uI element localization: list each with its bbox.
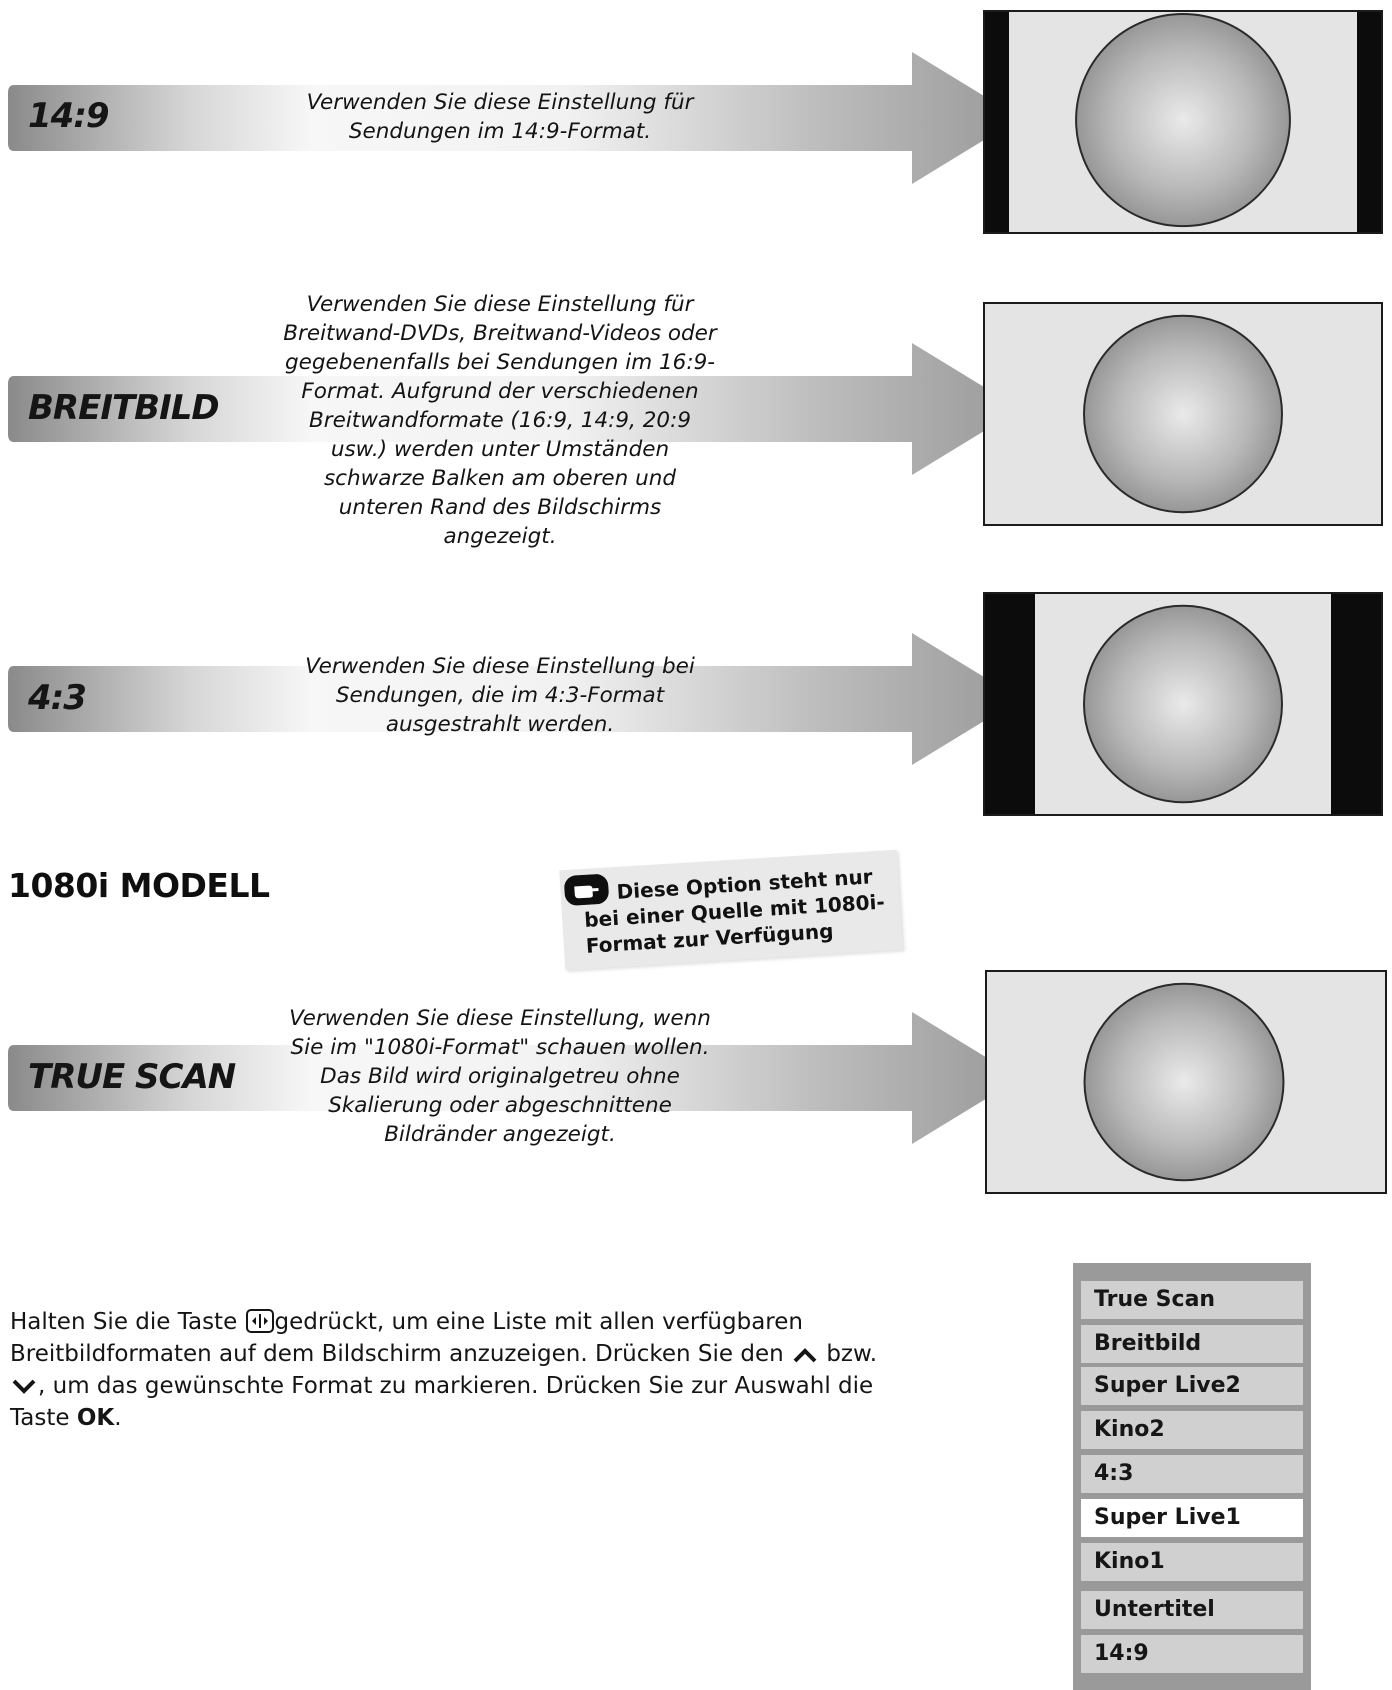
format-row-4-3: [0, 580, 1392, 810]
instruction-text: bzw.: [819, 1341, 878, 1367]
note-text: Diese Option steht nur bei einer Quelle mit 1080i-Format zur Verfügung: [583, 864, 886, 958]
test-ball-icon: [987, 972, 1385, 1192]
screen-preview-4-3: [983, 592, 1383, 816]
screen-preview-breitbild: [983, 302, 1383, 526]
instruction-paragraph: [10, 1306, 910, 1434]
note-box: [559, 850, 902, 970]
menu-item-kino2[interactable]: Kino2: [1081, 1411, 1303, 1449]
test-ball-icon: [985, 594, 1381, 814]
format-label: BREITBILD: [28, 388, 219, 428]
instruction-text: .: [114, 1405, 122, 1431]
format-menu: [1073, 1263, 1311, 1690]
section-heading: 1080i MODELL: [8, 866, 270, 905]
caret-up-icon: [793, 1347, 817, 1363]
format-description: Verwenden Sie diese Einstellung bei Sendungen, die im 4:3-Format ausgestrahlt werden.: [305, 654, 695, 737]
format-row-true-scan: [0, 958, 1392, 1188]
format-label: 4:3: [28, 678, 86, 718]
menu-item-4-3[interactable]: 4:3: [1081, 1455, 1303, 1493]
aspect-ratio-key-icon: [246, 1309, 274, 1333]
format-row-breitbild: [0, 290, 1392, 549]
ok-key-label: OK: [76, 1405, 115, 1431]
instruction-text: Halten Sie die Taste: [10, 1309, 245, 1335]
format-label: 14:9: [28, 96, 109, 136]
format-description: Verwenden Sie diese Einstellung für Sendungen im 14:9-Format.: [306, 90, 694, 144]
menu-item-super-live1[interactable]: Super Live1: [1081, 1499, 1303, 1537]
format-row-14-9: [0, 0, 1392, 230]
menu-item-14-9[interactable]: 14:9: [1081, 1635, 1303, 1673]
menu-item-super-live2[interactable]: Super Live2: [1081, 1367, 1303, 1405]
menu-item-breitbild[interactable]: Breitbild: [1081, 1325, 1303, 1363]
instruction-text: gedrückt, um eine Liste mit allen verfügbaren Breitbildformaten auf dem Bildschirm anzuzeigen. Drücken Sie den: [10, 1309, 803, 1367]
screen-preview-14-9: [983, 10, 1383, 234]
menu-item-true-scan[interactable]: True Scan: [1081, 1281, 1303, 1319]
test-ball-icon: [985, 12, 1381, 232]
test-ball-icon: [985, 304, 1381, 524]
format-description: Verwenden Sie diese Einstellung, wenn Sie im "1080i-Format" schauen wollen. Das Bild wird originalgetreu ohne Skalierung oder abgeschnittene Bildränder angezeigt.: [289, 1006, 711, 1147]
menu-item-untertitel[interactable]: Untertitel: [1081, 1591, 1303, 1629]
caret-down-icon: [12, 1379, 36, 1395]
screen-preview-true-scan: [985, 970, 1387, 1194]
menu-item-kino1[interactable]: Kino1: [1081, 1543, 1303, 1581]
instruction-text: , um das gewünschte Format zu markieren. Drücken Sie zur Auswahl die Taste: [10, 1373, 874, 1431]
format-description: Verwenden Sie diese Einstellung für Breitwand-DVDs, Breitwand-Videos oder gegebenenfalls bei Sendungen im 16:9- Format. Aufgrund der verschiedenen Breitwandformate (16:9, 14:9, 20:9 usw.) werden unter Umständen schwarze Balken am oberen und unteren Rand des Bildschirms angezeigt.: [283, 292, 717, 549]
format-label: TRUE SCAN: [28, 1057, 236, 1097]
